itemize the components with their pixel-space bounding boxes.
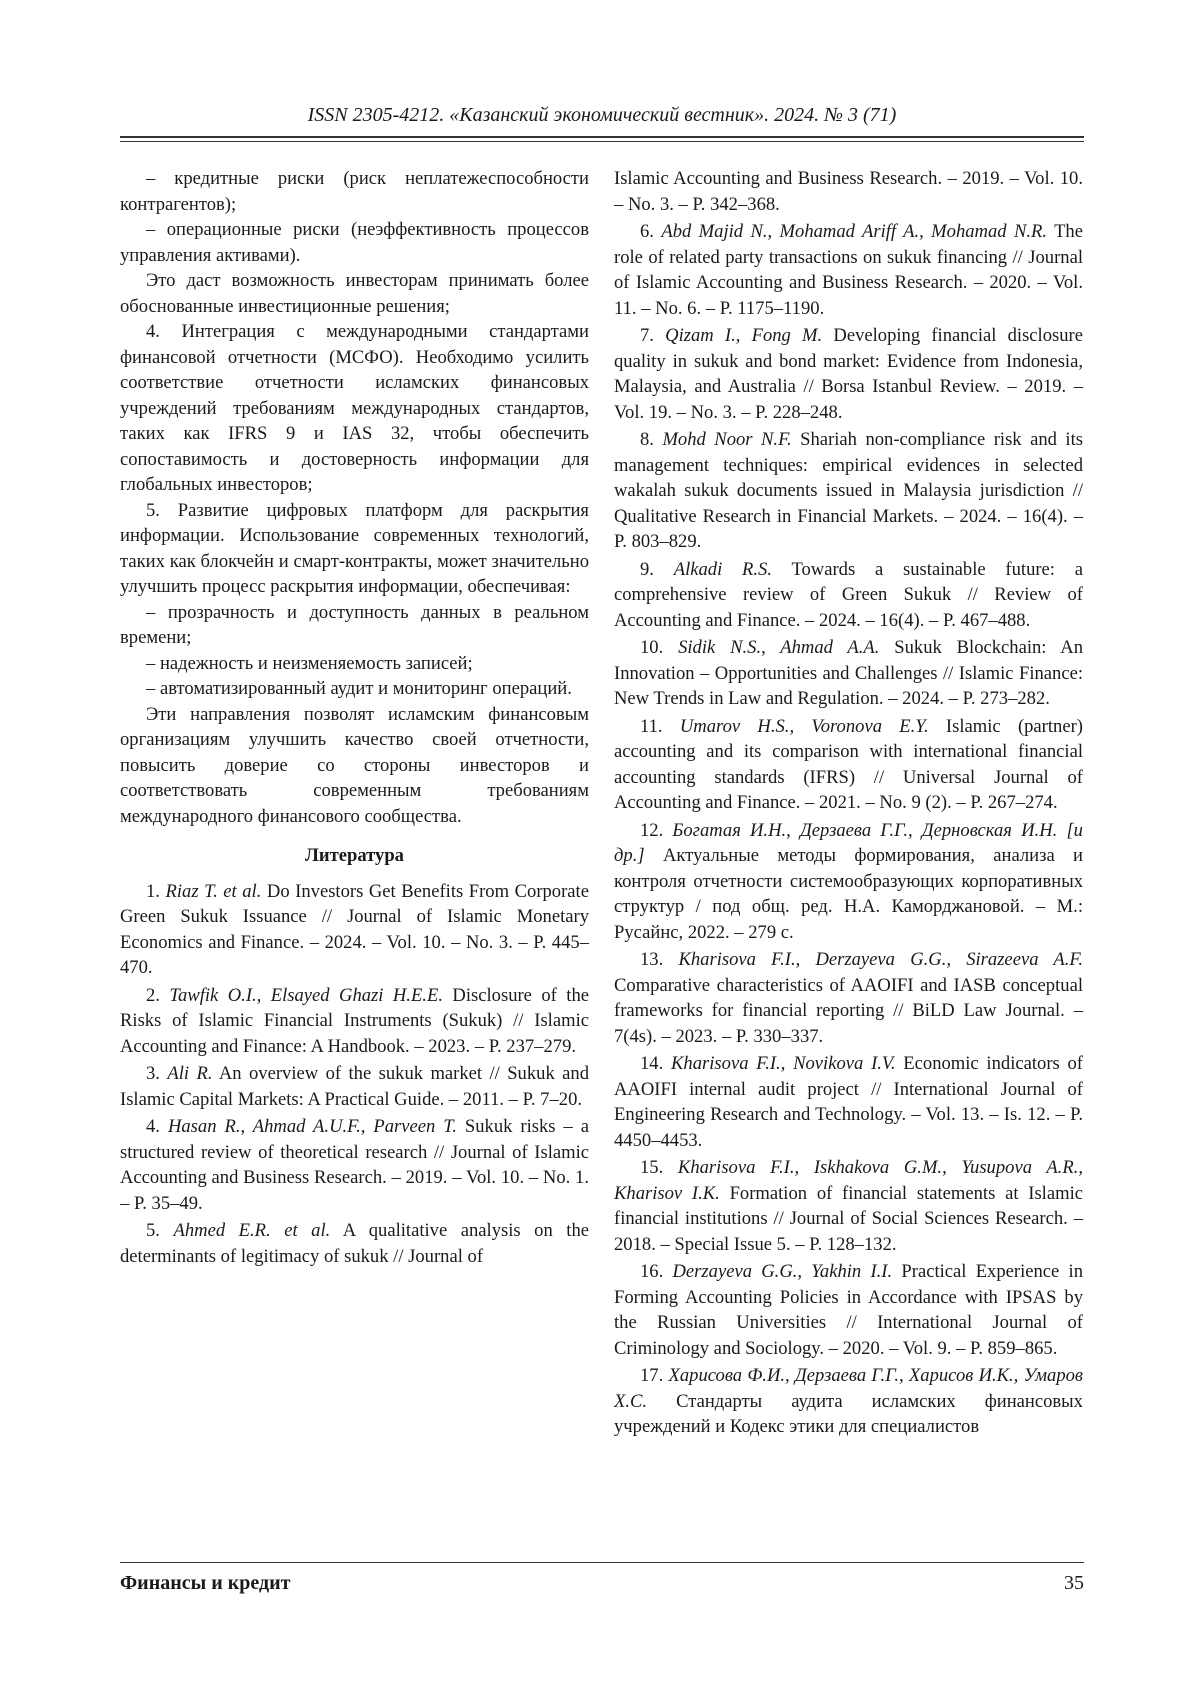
body-paragraph: – операционные риски (неэффективность процессов управления активами). bbox=[120, 219, 589, 266]
footer-rule bbox=[120, 1562, 1084, 1563]
reference-item: 12. Богатая И.Н., Дерзаева Г.Г., Дерновская И.Н. [и др.] Актуальные методы формирования, анализа и контроля отчетности системообразующих корпоративных структур / под общ. ред. Н.А. Каморджановой. – М.: Русайнс, 2022. – 279 с. bbox=[614, 819, 1084, 943]
reference-item: 2. Tawfik O.I., Elsayed Ghazi H.E.E. Disclosure of the Risks of Islamic Financial Instruments (Sukuk) // Islamic Accounting and Finance: A Handbook. – 2023. – P. 237–279. bbox=[120, 984, 589, 1057]
reference-item: 14. Kharisova F.I., Novikova I.V. Economic indicators of AAOIFI internal audit project // International Journal of Engineering Research and Technology. – Vol. 13. – Is. 12. – P. 4450–4453. bbox=[614, 1053, 1083, 1151]
reference-item: 7. Qizam I., Fong M. Developing financial disclosure quality in sukuk and bond market: Evidence from Indonesia, Malaysia, and Australia // Borsa Istanbul Review. – 2019. – Vol. 19. – No. 3. – P. 228–248. bbox=[614, 325, 1083, 423]
left-column bbox=[120, 166, 589, 1271]
reference-item: 16. Derzayeva G.G., Yakhin I.I. Practical Experience in Forming Accounting Policies in Accordance with IPSAS by the Russian Universities // International Journal of Criminology and Sociology. – 2020. – Vol. 9. – P. 859–865. bbox=[614, 1261, 1084, 1359]
journal-header: ISSN 2305-4212. «Казанский экономический вестник». 2024. № 3 (71) bbox=[307, 104, 897, 126]
reference-item: 8. Mohd Noor N.F. Shariah non-compliance risk and its management techniques: empirical evidences in selected wakalah sukuk documents issued in Malaysia jurisdiction // Qualitative Research in Financial Markets. – 2024. – 16(4). – P. 803–829. bbox=[614, 429, 1083, 552]
reference-item: 9. Alkadi R.S. Towards a sustainable future: a comprehensive review of Green Sukuk // Review of Accounting and Finance. – 2024. – 16(4). – P. 467–488. bbox=[614, 558, 1084, 631]
reference-item: 1. Riaz T. et al. Do Investors Get Benefits From Corporate Green Sukuk Issuance // Journal of Islamic Monetary Economics and Finance. – 2024. – Vol. 10. – No. 3. – P. 445–470. bbox=[120, 880, 589, 978]
reference-item: 17. Харисова Ф.И., Дерзаева Г.Г., Харисов И.К., Умаров Х.С. Стандарты аудита исламских финансовых учреждений и Кодекс этики для специалистов bbox=[614, 1365, 1083, 1437]
reference-item: 5. Ahmed E.R. et al. A qualitative analysis on the determinants of legitimacy of sukuk // Journal of bbox=[120, 1220, 590, 1267]
reference-item: 15. Kharisova F.I., Iskhakova G.M., Yusupova A.R., Kharisov I.K. Formation of financial statements at Islamic financial institutions // Journal of Social Sciences Research. – 2018. – Special Issue 5. – P. 128–132. bbox=[614, 1157, 1083, 1255]
body-paragraph: – автоматизированный аудит и мониторинг операций. bbox=[146, 678, 572, 699]
body-paragraph: – прозрачность и доступность данных в реальном времени; bbox=[120, 601, 589, 648]
header-rule-thin bbox=[120, 141, 1084, 142]
right-column bbox=[614, 166, 1083, 1442]
header-rule bbox=[120, 136, 1084, 138]
reference-item: 3. Ali R. An overview of the sukuk market // Sukuk and Islamic Capital Markets: A Practical Guide. – 2011. – P. 7–20. bbox=[120, 1063, 589, 1110]
reference-item: 10. Sidik N.S., Ahmad A.A. Sukuk Blockchain: An Innovation – Opportunities and Challenges // Islamic Finance: New Trends in Law and Regulation. – 2024. – P. 273–282. bbox=[614, 637, 1083, 709]
reference-item: 13. Kharisova F.I., Derzayeva G.G., Sirazeeva A.F. Comparative characteristics of AAOIFI and IASB conceptual frameworks for financial reporting // BiLD Law Journal. – 7(4s). – 2023. – P. 330–337. bbox=[614, 949, 1083, 1047]
body-paragraph: – надежность и неизменяемость записей; bbox=[146, 652, 473, 674]
body-paragraph: – кредитные риски (риск неплатежеспособности контрагентов); bbox=[120, 168, 589, 215]
body-paragraph: 5. Развитие цифровых платформ для раскрытия информации. Использование современных технологий, таких как блокчейн и смарт-контракты, может значительно улучшить процесс раскрытия информации, обеспечивая: bbox=[120, 499, 589, 597]
reference-item: 11. Umarov H.S., Voronova E.Y. Islamic (partner) accounting and its comparison with international financial accounting standards (IFRS) // Universal Journal of Accounting and Finance. – 2021. – No. 9 (2). – P. 267–274. bbox=[614, 715, 1083, 813]
reference-continuation: Islamic Accounting and Business Research. – 2019. – Vol. 10. – No. 3. – P. 342–368. bbox=[614, 168, 1083, 215]
reference-item: 4. Hasan R., Ahmad A.U.F., Parveen T. Sukuk risks – a structured review of theoretical research // Journal of Islamic Accounting and Business Research. – 2019. – Vol. 10. – No. 1. – P. 35–49. bbox=[120, 1116, 590, 1214]
body-paragraph: 4. Интеграция с международными стандартами финансовой отчетности (МСФО). Необходимо усилить соответствие отчетности исламских финансовых учреждений требованиям международных стандартов, таких как IFRS 9 и IAS 32, чтобы обеспечить сопоставимость и достоверность информации для глобальных инвесторов; bbox=[120, 321, 589, 495]
footer-section-title: Финансы и кредит bbox=[120, 1572, 291, 1594]
reference-item: 6. Abd Majid N., Mohamad Ariff A., Mohamad N.R. The role of related party transactions on sukuk financing // Journal of Islamic Accounting and Business Research. – 2020. – Vol. 11. – No. 6. – P. 1175–1190. bbox=[614, 221, 1083, 319]
body-paragraph: Это даст возможность инвесторам принимать более обоснованные инвестиционные решения; bbox=[120, 270, 589, 317]
references-heading: Литература bbox=[305, 845, 404, 866]
body-paragraph: Эти направления позволят исламским финансовым организациям улучшить качество своей отчетности, повысить доверие со стороны инвесторов и соответствовать современным требованиям международного финансового сообщества. bbox=[120, 703, 589, 827]
page-number: 35 bbox=[1064, 1572, 1084, 1594]
